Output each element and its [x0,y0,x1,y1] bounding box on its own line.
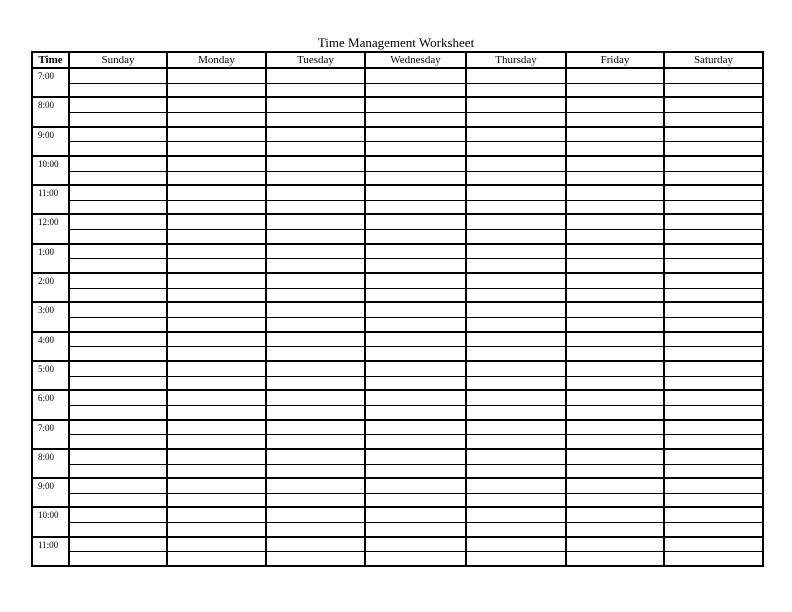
slot-thursday[interactable] [466,302,566,331]
slot-friday[interactable] [566,273,664,302]
half-hour-divider [70,464,166,465]
slot-monday[interactable] [167,332,266,361]
slot-wednesday[interactable] [365,361,466,390]
slot-monday[interactable] [167,361,266,390]
slot-monday[interactable] [167,507,266,536]
slot-monday[interactable] [167,302,266,331]
half-hour-divider [366,551,465,552]
slot-wednesday[interactable] [365,390,466,419]
slot-tuesday[interactable] [266,97,365,126]
time-label: 10:00 [32,156,69,185]
slot-monday[interactable] [167,127,266,156]
half-hour-divider [665,434,762,435]
half-hour-divider [467,551,565,552]
half-hour-divider [267,317,364,318]
time-label: 12:00 [32,214,69,243]
table-row [32,478,763,507]
half-hour-divider [567,288,663,289]
table-row [32,449,763,478]
slot-friday[interactable] [566,156,664,185]
slot-wednesday[interactable] [365,273,466,302]
page-title: Time Management Worksheet [317,35,475,50]
time-label: 1:00 [32,244,69,273]
slot-saturday[interactable] [664,332,763,361]
slot-friday[interactable] [566,185,664,214]
slot-wednesday[interactable] [365,244,466,273]
slot-tuesday[interactable] [266,68,365,97]
half-hour-divider [467,317,565,318]
slot-wednesday[interactable] [365,97,466,126]
slot-saturday[interactable] [664,97,763,126]
slot-thursday[interactable] [466,361,566,390]
half-hour-divider [467,464,565,465]
slot-wednesday[interactable] [365,420,466,449]
half-hour-divider [168,141,265,142]
half-hour-divider [70,317,166,318]
time-label: 6:00 [32,390,69,419]
half-hour-divider [267,83,364,84]
half-hour-divider [70,405,166,406]
half-hour-divider [467,493,565,494]
half-hour-divider [665,83,762,84]
half-hour-divider [567,317,663,318]
schedule-grid [31,51,764,567]
half-hour-divider [267,346,364,347]
slot-sunday[interactable] [69,156,167,185]
half-hour-divider [70,346,166,347]
slot-sunday[interactable] [69,127,167,156]
half-hour-divider [467,83,565,84]
slot-sunday[interactable] [69,185,167,214]
slot-saturday[interactable] [664,507,763,536]
slot-saturday[interactable] [664,244,763,273]
slot-wednesday[interactable] [365,185,466,214]
half-hour-divider [267,112,364,113]
half-hour-divider [665,493,762,494]
slot-sunday[interactable] [69,214,167,243]
slot-thursday[interactable] [466,185,566,214]
half-hour-divider [267,464,364,465]
half-hour-divider [467,200,565,201]
half-hour-divider [168,346,265,347]
half-hour-divider [567,434,663,435]
slot-thursday[interactable] [466,214,566,243]
half-hour-divider [366,83,465,84]
slot-thursday[interactable] [466,273,566,302]
half-hour-divider [267,551,364,552]
slot-friday[interactable] [566,332,664,361]
slot-tuesday[interactable] [266,273,365,302]
slot-friday[interactable] [566,302,664,331]
slot-sunday[interactable] [69,97,167,126]
half-hour-divider [168,229,265,230]
half-hour-divider [168,464,265,465]
half-hour-divider [70,112,166,113]
table-row [32,97,763,126]
half-hour-divider [567,551,663,552]
slot-saturday[interactable] [664,127,763,156]
half-hour-divider [168,434,265,435]
slot-monday[interactable] [167,273,266,302]
half-hour-divider [567,376,663,377]
half-hour-divider [366,141,465,142]
slot-wednesday[interactable] [365,302,466,331]
slot-wednesday[interactable] [365,332,466,361]
time-label: 5:00 [32,361,69,390]
slot-tuesday[interactable] [266,361,365,390]
half-hour-divider [267,171,364,172]
half-hour-divider [70,493,166,494]
slot-thursday[interactable] [466,478,566,507]
column-header-thursday: Thursday [466,52,566,68]
slot-tuesday[interactable] [266,185,365,214]
slot-monday[interactable] [167,390,266,419]
slot-wednesday[interactable] [365,478,466,507]
slot-saturday[interactable] [664,478,763,507]
slot-tuesday[interactable] [266,332,365,361]
slot-sunday[interactable] [69,273,167,302]
slot-monday[interactable] [167,68,266,97]
slot-tuesday[interactable] [266,507,365,536]
column-header-tuesday: Tuesday [266,52,365,68]
half-hour-divider [467,522,565,523]
table-row [32,68,763,97]
slot-saturday[interactable] [664,273,763,302]
half-hour-divider [665,112,762,113]
half-hour-divider [267,405,364,406]
slot-tuesday[interactable] [266,156,365,185]
slot-friday[interactable] [566,127,664,156]
half-hour-divider [168,112,265,113]
half-hour-divider [567,171,663,172]
table-row [32,332,763,361]
half-hour-divider [267,288,364,289]
half-hour-divider [168,288,265,289]
slot-tuesday[interactable] [266,244,365,273]
slot-sunday[interactable] [69,244,167,273]
slot-sunday[interactable] [69,449,167,478]
half-hour-divider [665,464,762,465]
slot-thursday[interactable] [466,449,566,478]
half-hour-divider [366,258,465,259]
half-hour-divider [467,171,565,172]
slot-monday[interactable] [167,185,266,214]
slot-thursday[interactable] [466,156,566,185]
slot-friday[interactable] [566,537,664,566]
half-hour-divider [70,551,166,552]
slot-tuesday[interactable] [266,478,365,507]
half-hour-divider [168,83,265,84]
slot-saturday[interactable] [664,390,763,419]
slot-sunday[interactable] [69,390,167,419]
half-hour-divider [267,493,364,494]
table-row [32,420,763,449]
half-hour-divider [70,522,166,523]
half-hour-divider [70,141,166,142]
table-row [32,390,763,419]
half-hour-divider [267,434,364,435]
time-label: 11:00 [32,537,69,566]
half-hour-divider [567,522,663,523]
slot-thursday[interactable] [466,68,566,97]
half-hour-divider [665,171,762,172]
half-hour-divider [366,434,465,435]
column-header-sunday: Sunday [69,52,167,68]
table-row [32,361,763,390]
table-row [32,537,763,566]
slot-thursday[interactable] [466,127,566,156]
half-hour-divider [168,258,265,259]
slot-friday[interactable] [566,97,664,126]
half-hour-divider [366,200,465,201]
table-row [32,214,763,243]
slot-monday[interactable] [167,420,266,449]
half-hour-divider [366,171,465,172]
half-hour-divider [467,288,565,289]
slot-sunday[interactable] [69,332,167,361]
slot-friday[interactable] [566,214,664,243]
time-label: 9:00 [32,478,69,507]
slot-saturday[interactable] [664,302,763,331]
slot-tuesday[interactable] [266,537,365,566]
slot-wednesday[interactable] [365,537,466,566]
slot-saturday[interactable] [664,420,763,449]
half-hour-divider [168,522,265,523]
slot-sunday[interactable] [69,302,167,331]
slot-saturday[interactable] [664,214,763,243]
half-hour-divider [366,229,465,230]
time-label: 8:00 [32,97,69,126]
half-hour-divider [467,346,565,347]
half-hour-divider [70,376,166,377]
half-hour-divider [665,317,762,318]
slot-saturday[interactable] [664,449,763,478]
half-hour-divider [665,288,762,289]
slot-sunday[interactable] [69,478,167,507]
half-hour-divider [267,141,364,142]
schedule-body [32,68,763,566]
half-hour-divider [665,346,762,347]
slot-friday[interactable] [566,478,664,507]
half-hour-divider [567,141,663,142]
half-hour-divider [467,376,565,377]
header-row [32,52,763,68]
slot-friday[interactable] [566,449,664,478]
slot-tuesday[interactable] [266,390,365,419]
slot-friday[interactable] [566,390,664,419]
slot-monday[interactable] [167,244,266,273]
half-hour-divider [168,551,265,552]
half-hour-divider [366,346,465,347]
time-label: 4:00 [32,332,69,361]
column-header-monday: Monday [167,52,266,68]
slot-sunday[interactable] [69,507,167,536]
half-hour-divider [467,141,565,142]
half-hour-divider [70,200,166,201]
slot-wednesday[interactable] [365,449,466,478]
half-hour-divider [665,141,762,142]
time-label: 7:00 [32,420,69,449]
slot-tuesday[interactable] [266,214,365,243]
table-row [32,302,763,331]
slot-tuesday[interactable] [266,302,365,331]
half-hour-divider [366,112,465,113]
half-hour-divider [567,493,663,494]
half-hour-divider [467,405,565,406]
slot-friday[interactable] [566,361,664,390]
half-hour-divider [366,288,465,289]
half-hour-divider [665,522,762,523]
half-hour-divider [567,258,663,259]
slot-saturday[interactable] [664,361,763,390]
slot-wednesday[interactable] [365,214,466,243]
slot-wednesday[interactable] [365,127,466,156]
time-label: 9:00 [32,127,69,156]
half-hour-divider [665,258,762,259]
half-hour-divider [366,376,465,377]
half-hour-divider [567,464,663,465]
half-hour-divider [168,376,265,377]
slot-tuesday[interactable] [266,449,365,478]
column-header-wednesday: Wednesday [365,52,466,68]
half-hour-divider [267,200,364,201]
time-label: 10:00 [32,507,69,536]
slot-friday[interactable] [566,68,664,97]
slot-monday[interactable] [167,449,266,478]
time-label: 7:00 [32,68,69,97]
slot-thursday[interactable] [466,332,566,361]
slot-thursday[interactable] [466,507,566,536]
table-row [32,127,763,156]
half-hour-divider [267,229,364,230]
slot-saturday[interactable] [664,156,763,185]
half-hour-divider [467,434,565,435]
slot-wednesday[interactable] [365,68,466,97]
table-row [32,185,763,214]
half-hour-divider [168,493,265,494]
half-hour-divider [70,171,166,172]
half-hour-divider [70,434,166,435]
table-row [32,507,763,536]
table-row [32,156,763,185]
time-label: 11:00 [32,185,69,214]
slot-monday[interactable] [167,156,266,185]
half-hour-divider [665,405,762,406]
half-hour-divider [567,112,663,113]
half-hour-divider [267,376,364,377]
half-hour-divider [168,317,265,318]
slot-sunday[interactable] [69,537,167,566]
column-header-time: Time [32,52,69,68]
slot-tuesday[interactable] [266,420,365,449]
slot-thursday[interactable] [466,537,566,566]
half-hour-divider [366,405,465,406]
slot-saturday[interactable] [664,537,763,566]
half-hour-divider [168,200,265,201]
slot-thursday[interactable] [466,420,566,449]
half-hour-divider [267,258,364,259]
half-hour-divider [366,522,465,523]
table-row [32,244,763,273]
slot-friday[interactable] [566,507,664,536]
slot-saturday[interactable] [664,68,763,97]
slot-thursday[interactable] [466,244,566,273]
half-hour-divider [665,376,762,377]
half-hour-divider [70,288,166,289]
half-hour-divider [567,229,663,230]
slot-monday[interactable] [167,214,266,243]
half-hour-divider [70,229,166,230]
half-hour-divider [665,551,762,552]
table-row [32,273,763,302]
half-hour-divider [567,346,663,347]
column-header-saturday: Saturday [664,52,763,68]
time-label: 8:00 [32,449,69,478]
half-hour-divider [467,112,565,113]
half-hour-divider [366,317,465,318]
time-label: 3:00 [32,302,69,331]
slot-monday[interactable] [167,97,266,126]
half-hour-divider [366,464,465,465]
slot-friday[interactable] [566,420,664,449]
half-hour-divider [366,493,465,494]
slot-wednesday[interactable] [365,507,466,536]
half-hour-divider [665,200,762,201]
slot-thursday[interactable] [466,390,566,419]
slot-monday[interactable] [167,478,266,507]
slot-tuesday[interactable] [266,127,365,156]
half-hour-divider [567,405,663,406]
slot-sunday[interactable] [69,420,167,449]
half-hour-divider [567,200,663,201]
half-hour-divider [168,405,265,406]
slot-thursday[interactable] [466,97,566,126]
half-hour-divider [70,83,166,84]
slot-monday[interactable] [167,537,266,566]
half-hour-divider [467,229,565,230]
half-hour-divider [467,258,565,259]
slot-saturday[interactable] [664,185,763,214]
time-label: 2:00 [32,273,69,302]
slot-sunday[interactable] [69,361,167,390]
slot-wednesday[interactable] [365,156,466,185]
half-hour-divider [567,83,663,84]
column-header-friday: Friday [566,52,664,68]
half-hour-divider [665,229,762,230]
half-hour-divider [168,171,265,172]
half-hour-divider [267,522,364,523]
slot-sunday[interactable] [69,68,167,97]
slot-friday[interactable] [566,244,664,273]
half-hour-divider [70,258,166,259]
